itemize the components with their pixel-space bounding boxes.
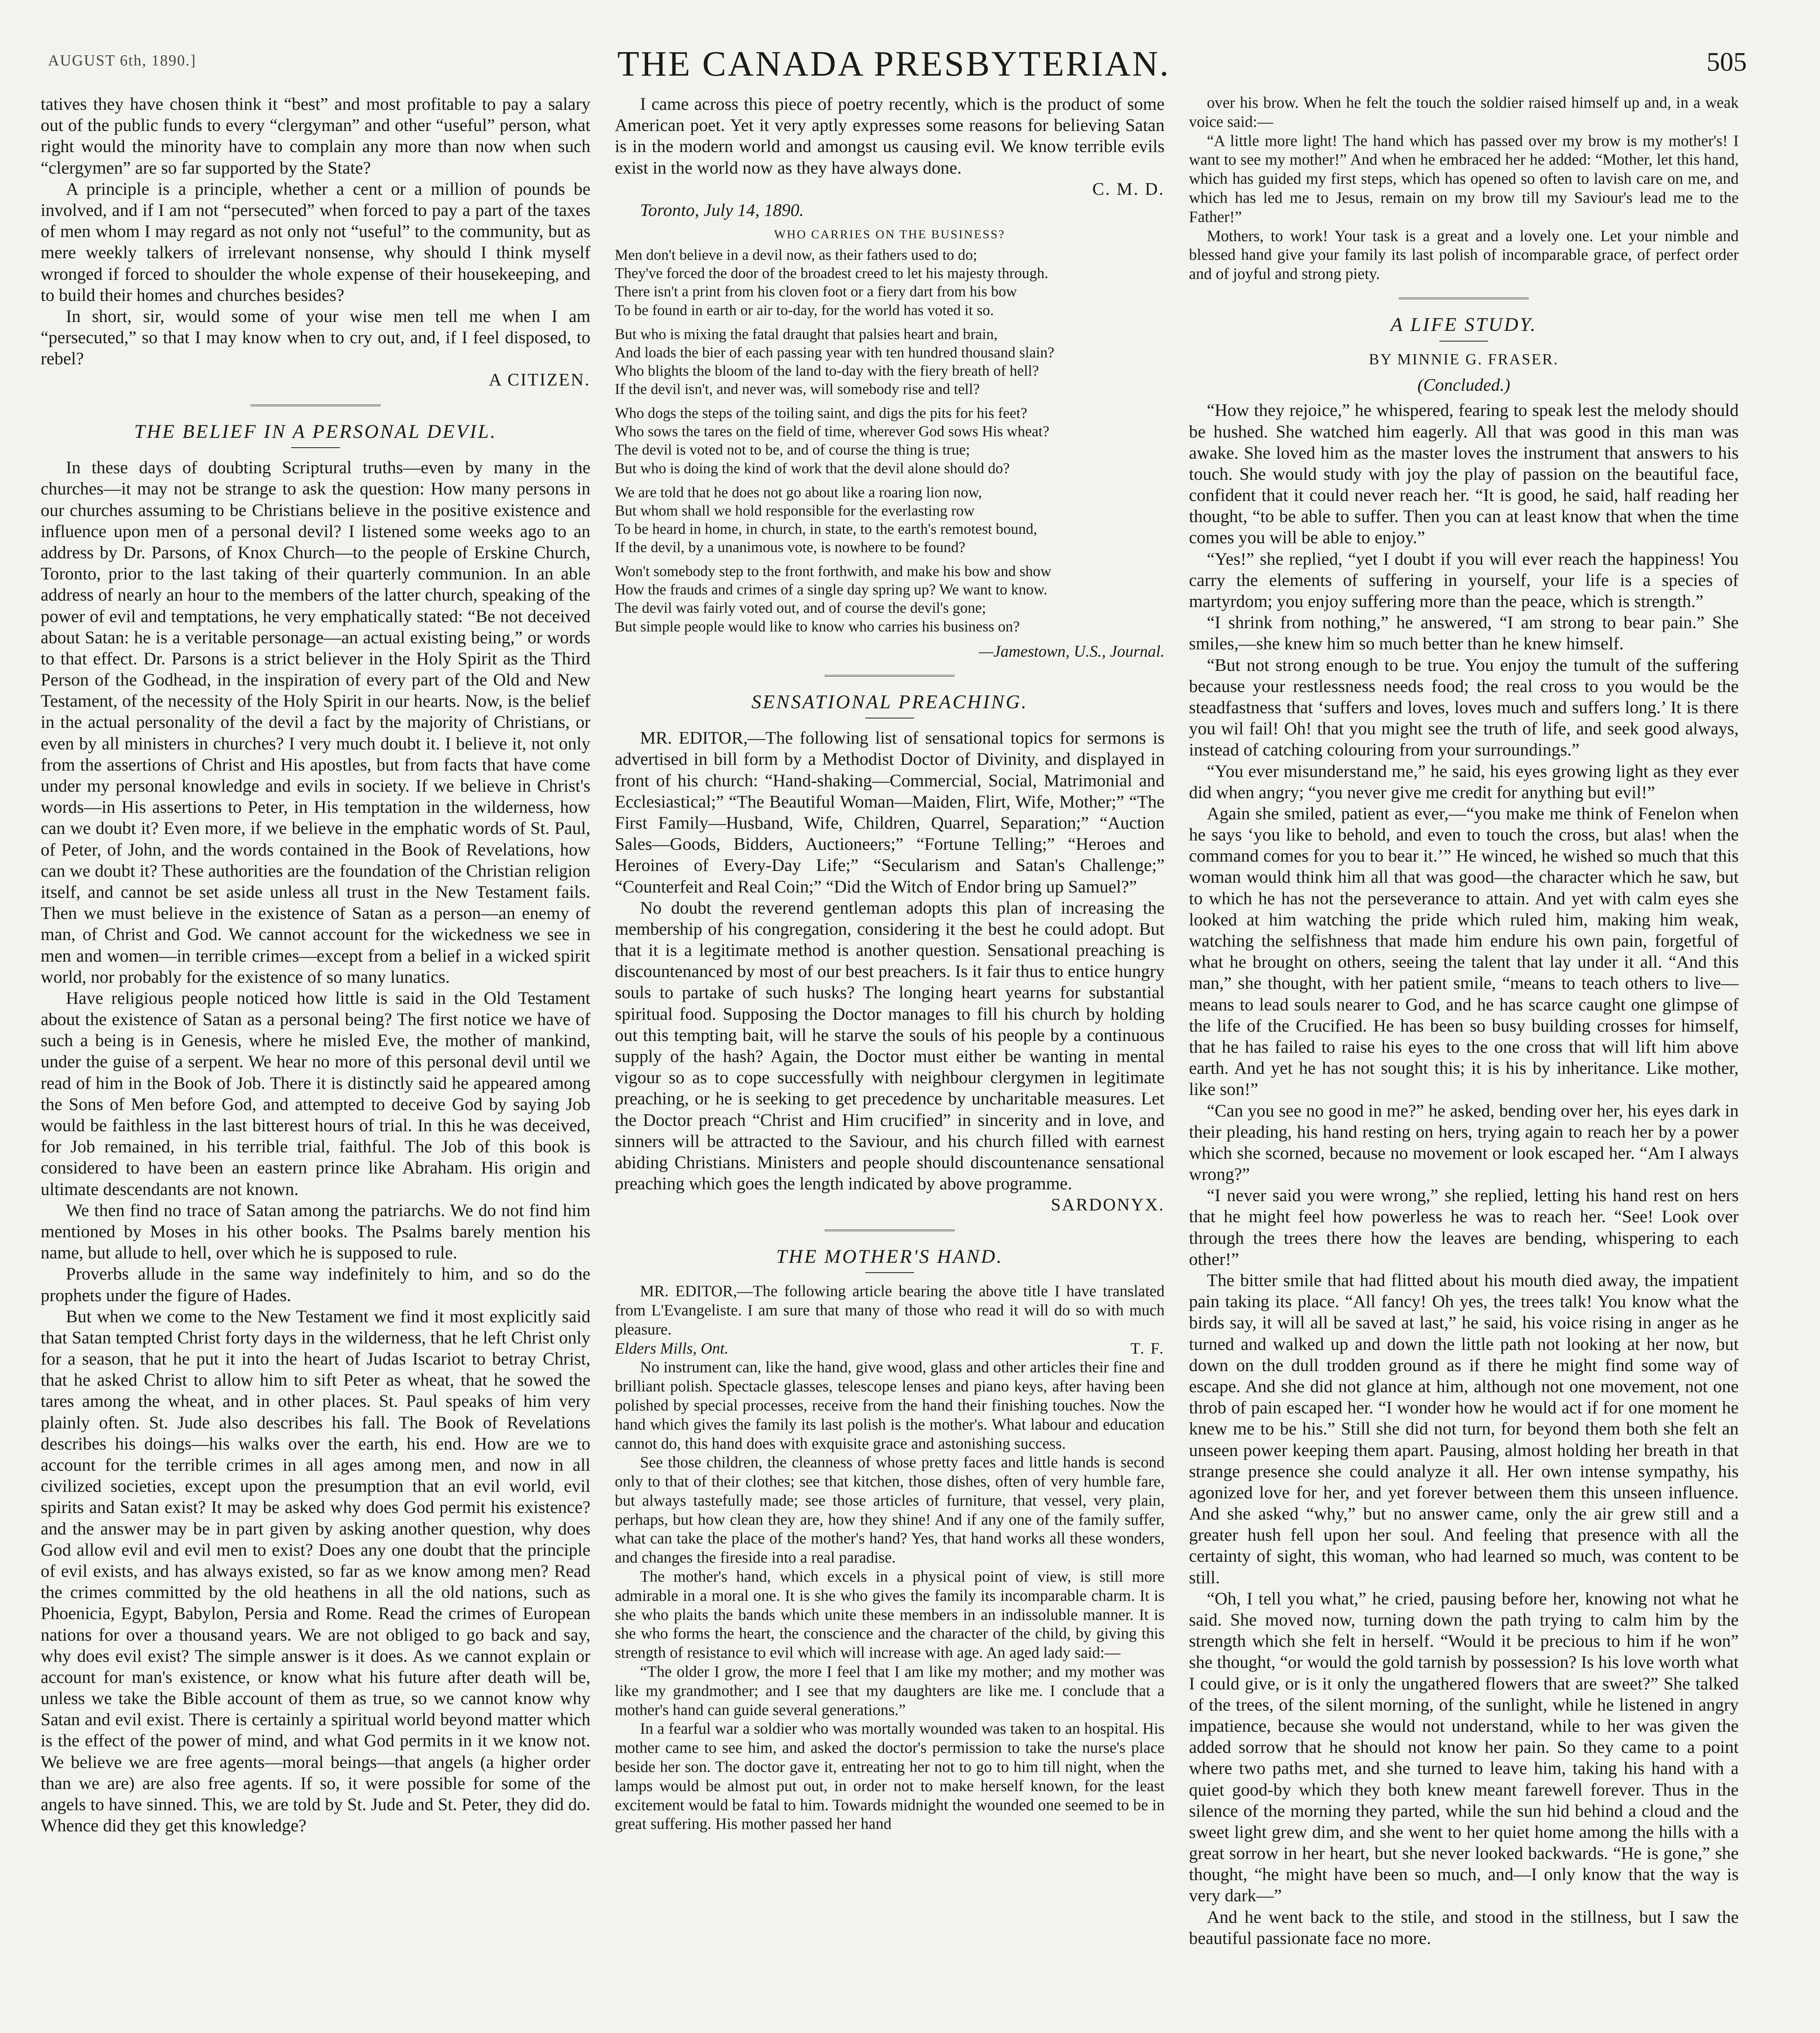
article-body (41, 457, 590, 1836)
poem-line: They've forced the door of the broadest creed to let his majesty through. (615, 265, 1048, 282)
paragraph: “You ever misunderstand me,” he said, his eyes growing light as they ever did when angry; “you never give me credit for anything but evil!” (1189, 761, 1739, 802)
paragraph: “A little more light! The hand which has passed over my brow is my mother's! I want to see my mother!” And when he embraced her he added: “Mother, let this hand, which has guided my first steps, which has opened so often to lavish care on me, and which has led me to Jesus, remain on my brow till my Saviour's lead me to the Father!” (1189, 132, 1739, 226)
paragraph: “I shrink from nothing,” he answered, “I am strong to bear pain.” She smiles,—she knew him so much better than he knew himself. (1189, 613, 1739, 654)
poem-line: We are told that he does not go about like a roaring lion now, (615, 484, 982, 501)
paragraph: “I never said you were wrong,” she replied, letting his hand rest on hers that he might feel how powerless he was to reach her. “See! Look over through the trees there how the leaves are bending, whispering to each other!” (1189, 1186, 1739, 1269)
section-divider (615, 661, 1165, 682)
poem-stanza (615, 483, 1165, 557)
paragraph: “But not strong enough to be true. You enjoy the tumult of the suffering because your restlessness needs food; the real cross to you would be the steadfastness that ‘suffers and loves, loves much and suffers long.’ It is there you wil fail! Oh! that you might see the truth of life, and seek good always, instead of catching colouring from your surroundings.” (1189, 655, 1739, 760)
paragraph: No doubt the reverend gentleman adopts this plan of increasing the membership of his congregation, considering it the best he could adopt. But that it is a legitimate method is another question. Sensational preaching is discountenanced by most of our best preachers. Is it fair thus to entice hungry souls to partake of such husks? The longing heart yearns for substantial spiritual food. Supposing the Doctor manages to fill his church by holding out this tempting bait, will he starve the souls of his people by a continuous supply of the hash? Again, the Doctor must either be wanting in mental vigour so as to cope successfully with neighbour clergymen in legitimate preaching, or he is seeking to get precedence by uncharitable measures. Let the Doctor preach “Christ and Him crucified” in sincerity and in love, and sinners will be attracted to the Saviour, and his church filled with earnest abiding Christians. Ministers and people should discountenance sensational preaching which goes the length indicated by above programme. (615, 898, 1165, 1194)
paragraph: “Oh, I tell you what,” he cried, pausing before her, knowing not what he said. She moved now, turning down the path trying to calm him by the strength which she felt in herself. “Would it be precious to him if he won” she thought, “or would the gold tarnish by possession? Is his love worth what I could give, or is it only the ungathered flowers that are sweet?” She talked of the trees, of the silent morning, of the sunlight, while he listened in angry impatience, because she would not understand, while to her was given the added sorrow that he should not know her pain. So they came to a point where two paths met, and she turned to leave him, taking his hand with a quiet good-by which they both knew meant farewell forever. Thus in the silence of the morning they parted, while the sun hid behind a cloud and the sweet light grew dim, and she went to her quiet home among the hills with a great sorrow in her heart, but she never looked backwards. “He is gone,” she thought, “he might have been so much, and—I only know that the way is very dark—” (1189, 1589, 1739, 1906)
byline: BY MINNIE G. FRASER. (1369, 350, 1559, 368)
paragraph: No instrument can, like the hand, give wood, glass and other articles their fine and brilliant polish. Spectacle glasses, telescope lenses and piano keys, after having been polished by special processes, receive from the hand their finishing touches. Now the hand which gives the family its last polish is the mother's. What labour and education cannot do, this hand does with exquisite grace and astonishing success. (615, 1358, 1165, 1452)
poem-line: Who sows the tares on the field of time, wherever God sows His wheat? (615, 423, 1049, 440)
paragraph: But when we come to the New Testament we find it most explicitly said that Satan tempted Christ forty days in the wilderness, that he left Christ only for a season, that he put it into the heart of Judas Iscariot to betray Christ, that he asked Christ to allow him to sift Peter as wheat, that he sowed the tares among the wheat, and in other places. St. Paul speaks of him very plainly often. St. Jude also describes his fall. The Book of Revelations describes his doings—his walks over the earth, his end. How are we to account for the terrible crimes in all ages among men, and now in all civilized societies, except upon the presumption that an evil world, evil spirits and Satan exist? It may be asked why does God permit his existence? and the answer may be in part given by asking another question, why does God allow evil and evil men to exist? Does any one doubt that the principle of evil exists, and has always existed, so far as we know among men? Read the crimes committed by the old heathens in all the old nations, such as Phoenicia, Egypt, Babylon, Persia and Rome. Read the crimes of European nations for over a thousand years. We are not obliged to go back and say, why does evil exist? The simple answer is it does. As we cannot explain or account for man's existence, or know what his future after death will be, unless we take the Bible account of them as true, so we cannot know why Satan and evil exist. There is certainly a spiritual world beyond matter which is the effect of the power of mind, and what God permits in it we know not. We believe we are free agents—moral beings—that angels (a higher order than we are) are also free agents. If so, it were possible for some of the angels to have sinned. This, we are told by St. Jude and St. Peter, they did do. Whence did they get this knowledge? (41, 1306, 590, 1836)
paragraph: Proverbs allude in the same way indefinitely to him, and so do the prophets under the figure of Hades. (41, 1264, 590, 1305)
poem-line: To be heard in home, in church, in state, to the earth's remotest bound, (615, 520, 1037, 538)
poem-line: There isn't a print from his cloven foot or a fiery dart from his bow (615, 283, 1017, 300)
article-heading: A LIFE STUDY. (1390, 313, 1537, 335)
heading-rule (865, 1272, 914, 1273)
poem-line: But who is doing the kind of work that the devil alone should do? (615, 460, 1010, 477)
article-heading: THE BELIEF IN A PERSONAL DEVIL. (134, 420, 497, 442)
article-body (1189, 400, 1739, 1949)
paragraph: A principle is a principle, whether a cent or a million of pounds be involved, and if I am not “persecuted” when forced to pay a part of the taxes of men whom I may regard as not only not “useful” to the community, but as mere weekly talkers of irrelevant nonsense, why should I think myself wronged if forced to shoulder the whole expense of their housekeeping, and to build their homes and churches besides? (41, 179, 590, 305)
masthead (41, 39, 1747, 87)
poem-line: How the frauds and crimes of a single day spring up? We want to know. (615, 581, 1047, 599)
poem-line: The devil is voted not to be, and of course the thing is true; (615, 442, 970, 459)
signature-line (615, 1194, 1165, 1215)
poem-line: The devil was fairly voted out, and of course the devil's gone; (615, 600, 986, 617)
concluded-note: (Concluded.) (1417, 375, 1511, 395)
heading-rule (291, 447, 340, 448)
issue-date: AUGUST 6th, 1890.] (48, 52, 196, 69)
signature-line (615, 178, 1165, 200)
poem-line: If the devil isn't, and never was, will somebody rise and tell? (615, 381, 980, 398)
poem-line: But simple people would like to know who carries his business on? (615, 618, 1020, 635)
article-body (615, 1282, 1165, 1834)
poem-stanza (615, 246, 1165, 320)
paragraph: “Can you see no good in me?” he asked, bending over her, his eyes dark in their pleading, his hand resting on hers, trying again to reach her by a power which she scorned, because no movement or look escaped her. “Am I always wrong?” (1189, 1101, 1739, 1184)
paragraph: See those children, the cleanness of whose pretty faces and little hands is second only to that of their clothes; see that kitchen, those dishes, often of very humble fare, but always tastefully made; see those articles of furniture, that vessel, very plain, perhaps, but how clean they are, how they shine! And if any one of the family suffer, what can take the place of the mother's hand? Yes, that hand works all these wonders, and changes the fireside into a real paradise. (615, 1454, 1165, 1567)
poem-line: If the devil, by a unanimous vote, is nowhere to be found? (615, 539, 966, 556)
section-divider (615, 1216, 1165, 1237)
paragraph: Have religious people noticed how little is said in the Old Testament about the existence of Satan as a personal being? The first notice we have of such a being is in Genesis, where he misled Eve, the mother of mankind, under the guise of a serpent. We hear no more of this personal devil until we read of him in the Book of Job. There it is distinctly said he appeared among the Sons of Men before God, and attempted to deceive God by saying Job would be faithless in the last bitterest hours of trial. In this he was deceived, for Job remained, in his terrible trial, faithful. The Job of this book is considered to have been an eastern prince like Abraham. His origin and ultimate descendants are not known. (41, 988, 590, 1199)
column-1 (41, 94, 590, 2033)
dateline: Elders Mills, Ont. (615, 1339, 729, 1357)
paragraph: Mothers, to work! Your task is a great and a lovely one. Let your nimble and blessed hand give your family its last polish of incomparable grace, of perfect order and of joyful and strong piety. (1189, 227, 1739, 283)
paragraph: I came across this piece of poetry recently, which is the product of some American poet. Yet it very aptly expresses some reasons for believing Satan is in the modern world and amongst us causing evil. We know terrible evils exist in the world now as they have always done. (615, 94, 1165, 178)
paragraph: “Yes!” she replied, “yet I doubt if you will ever reach the happiness! You carry the elements of suffering in yourself, your life is a species of martyrdom; you enjoy suffering more than the peace, which is strength.” (1189, 549, 1739, 612)
section-divider (1189, 284, 1739, 305)
paragraph: The mother's hand, which excels in a physical point of view, is still more admirable in a moral one. It is she who gives the family its incomparable charm. It is she who plaits the bands which unite these members in an indissoluble manner. It is she who forms the heart, the conscience and the character of the child, by giving this strength of resistance to evil which will increase with age. An aged lady said:— (615, 1568, 1165, 1662)
poem-line: To be found in earth or air to-day, for the world has voted it so. (615, 302, 994, 319)
signature: T. F. (1130, 1339, 1165, 1357)
poem-stanza (615, 562, 1165, 636)
signature-line (41, 369, 590, 390)
dateline: Toronto, July 14, 1890. (640, 200, 804, 220)
paragraph: In a fearful war a soldier who was mortally wounded was taken to an hospital. His mother came to see him, and asked the doctor's permission to take the nurse's place beside her son. The doctor gave it, entreating her not to go to him till night, when the lamps would be almost put out, in order not to make herself known, for the least excitement would be fatal to him. Towards midnight the wounded one seemed to be in great suffering. His mother passed her hand (615, 1720, 1165, 1833)
paragraph: We then find no trace of Satan among the patriarchs. We do not find him mentioned by Moses in his other books. The Psalms barely mention his name, but allude to hell, over which he is supposed to rule. (41, 1200, 590, 1263)
signature: SARDONYX. (1051, 1195, 1165, 1215)
poem-line: And loads the bier of each passing year with ten hundred thousand slain? (615, 344, 1054, 361)
poem-line: Won't somebody step to the front forthwith, and make his bow and show (615, 563, 1052, 580)
paragraph: “How they rejoice,” he whispered, fearing to speak lest the melody should be hushed. She watched him eagerly. All that was good in this man was awake. She loved him as the master loves the instrument that answers to his touch. She would study with joy the play of passion on the beautiful face, confident that it could never reach her. “It is good, he said, half reading her thought, “to be able to suffer. Then you can at least know that when the time comes you will be able to enjoy.” (1189, 401, 1739, 548)
poem-line: But whom shall we hold responsible for the everlasting row (615, 502, 975, 519)
heading-rule (1439, 341, 1488, 342)
paragraph: In short, sir, would some of your wise men tell me when I am “persecuted,” so that I may know when to cry out, and, if I feel disposed, to rebel? (41, 306, 590, 369)
paragraph: Again she smiled, patient as ever,—“you make me think of Fenelon when he says ‘you like to behold, and even to touch the cross, but alas! when the command comes for you to bear it.’” He winced, he wished so much that this woman would think him all that was good—the character which he saw, but to which he has not the perseverance to attain. And yet with calm eyes she looked at him watching the pride which ruled him, making him weak, watching the selfishness that made him endure his own pain, forgetful of what he brought on others, seeing the talent that lay under it all. “And this man,” she thought, with her patient smile, “means to teach others to live—means to lead souls nearer to God, and he has scarce caught one glimpse of the life of the Crucified. He has been so busy building crosses for himself, that he has failed to raise his eyes to the one cross that will lift him above earth. And yet he has not sought this; it is his by inheritance. Like mother, like son!” (1189, 803, 1739, 1099)
paragraph: over his brow. When he felt the touch the soldier raised himself up and, in a weak voice said:— (1189, 94, 1739, 131)
poem-stanza (615, 404, 1165, 478)
paragraph: In these days of doubting Scriptural truths—even by many in the churches—it may not be strange to ask the question: How many persons in our churches assuming to be Christians believe in the positive existence and influence upon men of a personal devil? I listened some weeks ago to an address by Dr. Parsons, of Knox Church—to the people of Erskine Church, Toronto, prior to the last taking of their quarterly communion. In an able address of nearly an hour to the members of the latter church, speaking of the power of evil and temptations, he very emphatically stated: “Be not deceived about Satan: he is a veritable personage—an actual existing being,” or words to that effect. Dr. Parsons is a strict believer in the Holy Spirit as the Third Person of the Godhead, in the inspiration of every part of the Old and New Testament, of the necessity of the Holy Spirit in our hearts. Now, is the belief in the actual personality of the devil a fact by the majority of Christians, or even by all ministers in churches? I very much doubt it. I believe it, not only from the assertions of Christ and His apostles, but from facts that have come under my personal knowledge and evils in society. If we believe in Christ's words—in His assertions to Peter, in His temptation in the wilderness, how can we doubt it? Even more, if we believe in the emphatic words of St. Paul, of Peter, of John, and the words contained in the Book of Revelations, how can we doubt it? These authorities are the foundation of the Christian religion itself, and cannot be set aside unless all trust in the New Testament fails. Then we must believe in the existence of Satan as a person—an enemy of man, of Christ and God. We cannot account for the wickedness we see in men and women—in terrible crimes—except from a belief in a wicked spirit world, nor probably for the existence of so many lunatics. (41, 458, 590, 987)
newspaper-title: THE CANADA PRESBYTERIAN. (617, 44, 1170, 84)
poem-line: Who blights the bloom of the land to-day with the fiery breath of hell? (615, 362, 1039, 379)
column-2 (615, 94, 1165, 2033)
paragraph: The bitter smile that had flitted about his mouth died away, the impatient pain taking its place. “All fancy! Oh yes, the trees talk! You know what the birds say, it will all be saved at last,” he said, his voice rising in anger as he turned and walked up and down the little path not looking at her now, but down on the dull trodden ground as if there he might find some way of escape. And she did not glance at him, although not one movement, not one throb of pain escaped her. “I wonder how he would act if for one moment he knew me to be his.” Still she did not turn, for beyond them both she felt an unseen power keeping them apart. Pausing, almost holding her breath in that strange presence she could analyze it all. Her own intense sympathy, his agonized love for her, and yet forever between them this unseen influence. And she asked “why,” but no answer came, only the air grew still and a greater hush fell upon her soul. And feeling that presence with all the certainty of sight, this woman, who had learned so much, was content to be still. (1189, 1271, 1739, 1587)
poem-title: WHO CARRIES ON THE BUSINESS? (774, 228, 1006, 242)
article-continuation (1189, 94, 1739, 284)
poem-stanza (615, 325, 1165, 399)
poem-source: —Jamestown, U.S., Journal. (979, 642, 1165, 660)
poem-line: Men don't believe in a devil now, as their fathers used to do; (615, 247, 977, 264)
page-number: 505 (1707, 47, 1747, 77)
poem-line: Who dogs the steps of the toiling saint, and digs the pits for his feet? (615, 405, 1028, 422)
paragraph: And he went back to the stile, and stood in the stillness, but I saw the beautiful passionate face no more. (1189, 1907, 1739, 1948)
article-heading: THE MOTHER'S HAND. (776, 1245, 1004, 1267)
paragraph: MR. EDITOR,—The following article bearing the above title I have translated from L'Evangeliste. I am sure that many of those who read it will do so with much pleasure. (615, 1282, 1165, 1338)
paragraph: tatives they have chosen think it “best” and most profitable to pay a salary out of the public funds to every “clergyman” and other “useful” person, what right would the minority have to complain any more than now when such “clergymen” are so far supported by the State? (41, 94, 590, 178)
article-heading: SENSATIONAL PREACHING. (751, 691, 1028, 713)
paragraph: “The older I grow, the more I feel that I am like my mother; and my mother was like my grandmother; and I see that my daughters are like me. I conclude that a mother's hand can guide several generations.” (615, 1663, 1165, 1719)
columns (41, 94, 1747, 2033)
poem-line: But who is mixing the fatal draught that palsies heart and brain, (615, 326, 998, 343)
citizen-letter-text (41, 94, 590, 391)
signature: A CITIZEN. (489, 370, 590, 390)
signature-line (615, 1339, 1165, 1358)
signature: C. M. D. (1092, 179, 1165, 199)
section-divider (41, 391, 590, 412)
column-3 (1189, 94, 1739, 2033)
paragraph: MR. EDITOR,—The following list of sensational topics for sermons is advertised in bill form by a Methodist Doctor of Divinity, and displayed in front of his church: “Hand-shaking—Commercial, Social, Matrimonial and Ecclesiastical;” “The Beautiful Woman—Maiden, Flirt, Wife, Mother;” “The First Family—Husband, Wife, Children, Quarrel, Separation;” “Auction Sales—Goods, Bidders, Auctioneers;” “Fortune Telling;” “Heroes and Heroines of Every-Day Life;” “Secularism and Satan's Challenge;” “Counterfeit and Real Coin;” “Did the Witch of Endor bring up Samuel?” (615, 728, 1165, 897)
